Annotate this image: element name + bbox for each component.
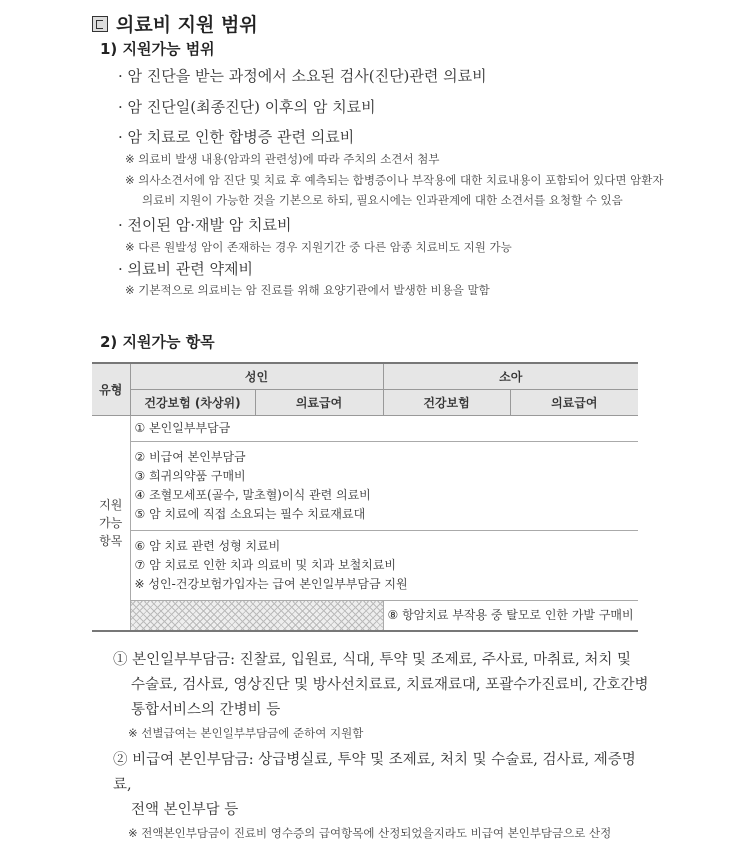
- item: ① 본인일부부담금: [134, 421, 231, 435]
- item: ※ 성인-건강보험가입자는 급여 본인일부부담금 지원: [134, 577, 408, 591]
- note: ※ 선별급여는 본인일부부담금에 준하여 지원함: [128, 725, 364, 740]
- note: ※ 기본적으로 의료비는 암 진료를 위해 요양기관에서 발생한 비용을 말함: [125, 283, 490, 297]
- bullet: · 의료비 관련 약제비: [118, 260, 253, 278]
- support-items-table: [92, 362, 638, 632]
- col-header: 의료급여: [510, 390, 638, 416]
- adult-header: 성인: [130, 363, 383, 390]
- table-and-footnotes: [92, 362, 649, 848]
- col-header: 건강보험 (차상위): [130, 390, 255, 416]
- note: ※ 다른 원발성 암이 존재하는 경우 지원기간 중 다른 암종 치료비도 지원 가능: [125, 240, 512, 254]
- footnote-2: [113, 748, 653, 823]
- col-header: 의료급여: [255, 390, 383, 416]
- item: ⑥ 암 치료 관련 성형 치료비: [134, 539, 281, 553]
- bullet: · 암 진단일(최종진단) 이후의 암 치료비: [118, 98, 376, 116]
- type-header: 유형: [92, 363, 130, 416]
- bullet: · 전이된 암·재발 암 치료비: [118, 216, 292, 234]
- child-header: 소아: [383, 363, 638, 390]
- table-row: [130, 442, 638, 531]
- footnote-cont: 전액 본인부담 등: [131, 801, 239, 818]
- item: ⑦ 암 치료로 인한 치과 의료비 및 치과 보철치료비: [134, 558, 397, 572]
- note: ※ 의사소견서에 암 진단 및 치료 후 예측되는 합병증이나 부작용에 대한 치료내용이 포함되어 있다면 암환자: [125, 173, 664, 187]
- bullet: · 암 치료로 인한 합병증 관련 의료비: [118, 128, 355, 146]
- note: ※ 전액본인부담금이 진료비 영수증의 급여항목에 산정되었을지라도 비급여 본인부담금으로 산정: [128, 825, 612, 840]
- table-row: [130, 416, 638, 442]
- item: ④ 조혈모세포(골수, 말초혈)이식 관련 의료비: [134, 488, 371, 502]
- col-header: 건강보험: [383, 390, 510, 416]
- footnote-1: [113, 648, 653, 723]
- note: 의료비 지원이 가능한 것을 기본으로 하되, 필요시에는 인과관계에 대한 소견서를 요청할 수 있음: [142, 193, 623, 207]
- item: ③ 희귀의약품 구매비: [134, 469, 246, 483]
- footnote-text: ① 본인일부부담금: 진찰료, 입원료, 식대, 투약 및 조제료, 주사료, 마취료, 처치 및: [113, 651, 631, 668]
- footnote-cont: 수술료, 검사료, 영상진단 및 방사선치료료, 치료재료대, 포괄수가진료비, 간호간병 통합서비스의 간병비 등: [131, 676, 649, 718]
- table-row: ⑧ 항암치료 부작용 중 탈모로 인한 가발 구매비: [383, 601, 638, 631]
- section2-heading: 2) 지원가능 항목: [100, 333, 215, 351]
- item: ② 비급여 본인부담금: [134, 450, 246, 464]
- item: ⑤ 암 치료에 직접 소요되는 필수 치료재료대: [134, 507, 366, 521]
- title-text: 의료비 지원 범위: [116, 14, 258, 36]
- row-label: 지원 가능 항목: [92, 416, 130, 631]
- page-title: [92, 10, 258, 37]
- note: ※ 의료비 발생 내용(암과의 관련성)에 따라 주치의 소견서 첨부: [125, 152, 440, 166]
- hatched-cell: [130, 601, 383, 631]
- footnote-text: ② 비급여 본인부담금: 상급병실료, 투약 및 조제료, 처치 및 수술료, 검사료, 제증명료,: [113, 751, 636, 793]
- section-box-icon: [92, 16, 108, 32]
- section1-heading: 1) 지원가능 범위: [100, 40, 215, 58]
- table-row: [130, 531, 638, 601]
- bullet: · 암 진단을 받는 과정에서 소요된 검사(진단)관련 의료비: [118, 67, 487, 85]
